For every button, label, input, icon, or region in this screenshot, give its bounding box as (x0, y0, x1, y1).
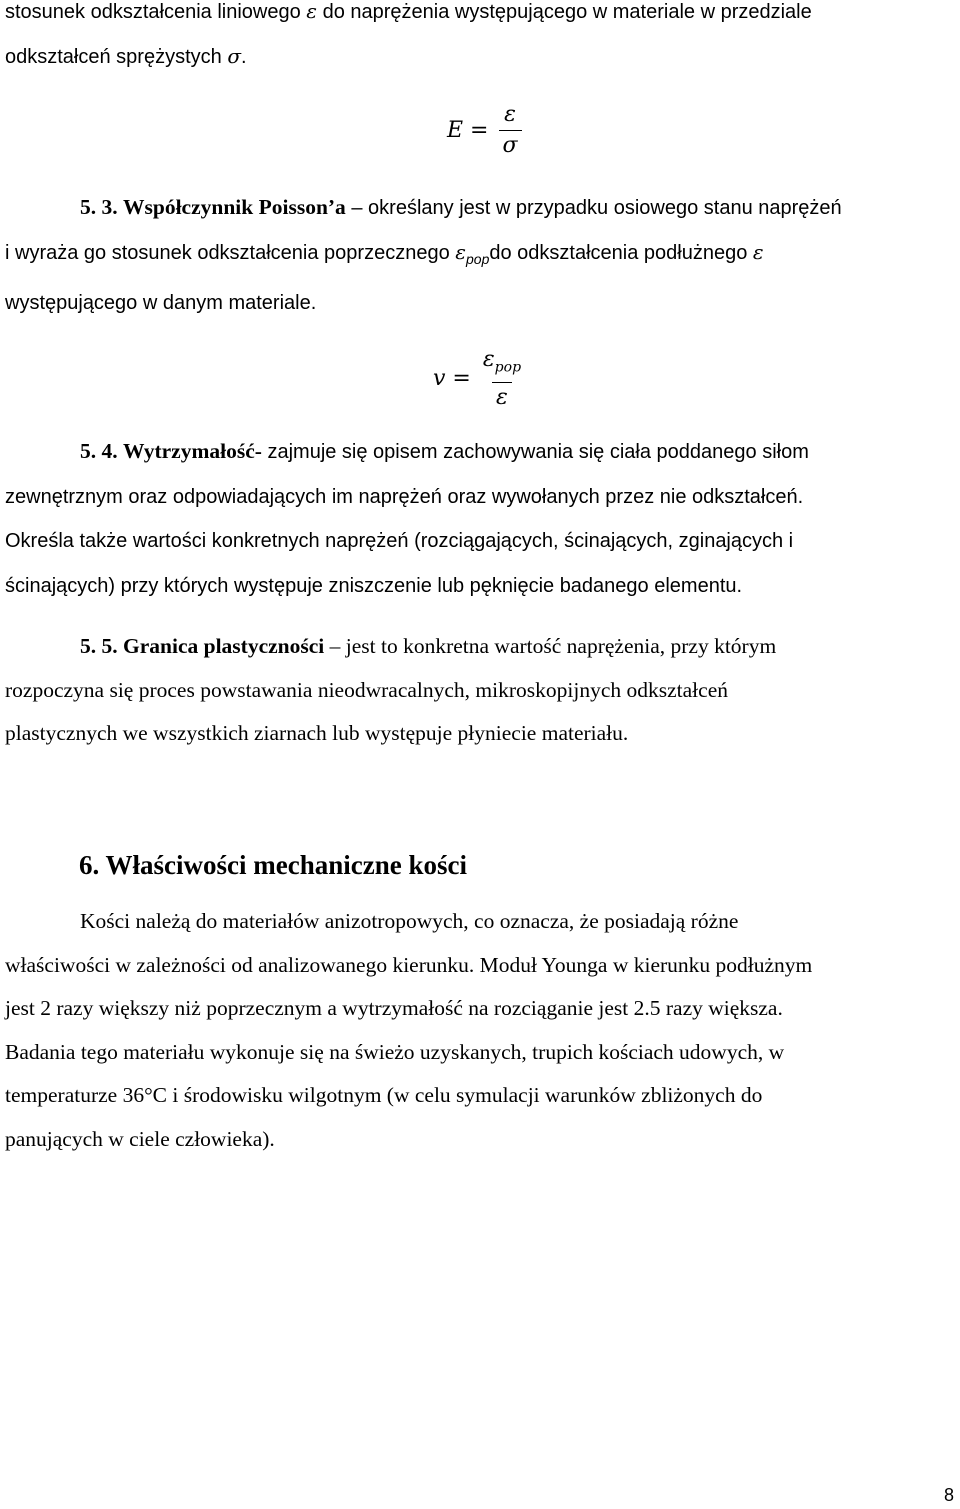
section-title: Wytrzymałość- (123, 439, 262, 463)
text: zajmuje się opisem zachowywania się ciała poddanego siłom (261, 441, 809, 463)
text: temperaturze 36°C i środowisku wilgotnym (w celu symulacji warunków zbliżonych do (5, 1083, 763, 1107)
text: stosunek odkształcenia liniowego (5, 1, 307, 23)
text: – jest to konkretna wartość naprężenia, przy którym (324, 634, 777, 658)
math-symbol: ε (455, 239, 466, 264)
text: odkształceń sprężystych (5, 45, 228, 68)
section-number: 5. 3. (80, 195, 118, 219)
text: – określany jest w przypadku osiowego stanu naprężeń (345, 197, 842, 219)
section-heading: 6. Właściwości mechaniczne kości (79, 850, 467, 880)
text: Badania tego materiału wykonuje się na świeżo uzyskanych, trupich kościach udowych, w (5, 1039, 785, 1064)
text: plastycznych we wszystkich ziarnach lub występuje płyniecie materiału. (5, 721, 629, 745)
equation-lhs: E = (447, 117, 489, 143)
equation-numerator: ε (504, 102, 516, 127)
math-symbol: ε (752, 239, 764, 264)
equation-lhs: v = (433, 366, 471, 392)
section-number: 5. 4. (80, 439, 118, 463)
text: Określa także wartości konkretnych naprężeń (rozciągających, ścinających, zginających i (5, 530, 794, 552)
text: rozpoczyna się proces powstawania nieodwracalnych, mikroskopijnych odkształceń (5, 677, 728, 702)
text: do naprężenia występującego w materiale w przedziale (317, 1, 812, 23)
text: występującego w danym materiale. (5, 292, 317, 314)
section-strength (5, 430, 955, 608)
equation-youngs-modulus (447, 100, 522, 161)
text: ścinających) przy których występuje zniszczenie lub pęknięcie badanego elementu. (5, 574, 743, 597)
section-title: Granica plastyczności (123, 634, 325, 658)
equation-numerator: $\varepsilon_{pop}$ (482, 347, 522, 376)
section-poisson (5, 186, 955, 326)
math-symbol: ε (306, 0, 318, 23)
text: i wyraża go stosunek odkształcenia poprzecznego $\varepsilon_{pop}do$ odkształcenia podłużnego ε (5, 239, 764, 267)
text: właściwości w zależności od analizowanego kierunku. Moduł Younga w kierunku podłużnym (5, 952, 813, 977)
section-yield (5, 625, 955, 756)
math-symbol: σ (227, 43, 241, 68)
equation-denominator: ε (492, 382, 512, 413)
text: Kości należą do materiałów anizotropowych, co oznacza, że posiadają różne (80, 909, 739, 933)
equation-denominator: σ (499, 130, 522, 161)
page-number: 8 (943, 1485, 954, 1505)
section-title: Współczynnik Poisson’a (123, 195, 346, 219)
section-bone-properties (5, 900, 955, 1161)
modulus-paragraph (5, 0, 955, 79)
text: jest 2 razy większy niż poprzecznym a wytrzymałość na rozciąganie jest 2.5 razy większa. (5, 996, 783, 1020)
math-subscript: pop (466, 250, 490, 267)
text: panujących w ciele człowieka). (5, 1126, 275, 1151)
section-number: 5. 5. (80, 634, 118, 658)
text: zewnętrznym oraz odpowiadających im naprężeń oraz wywołanych przez nie odkształceń. (5, 485, 804, 508)
equation-poisson-ratio (433, 345, 523, 413)
text: . (240, 45, 247, 68)
